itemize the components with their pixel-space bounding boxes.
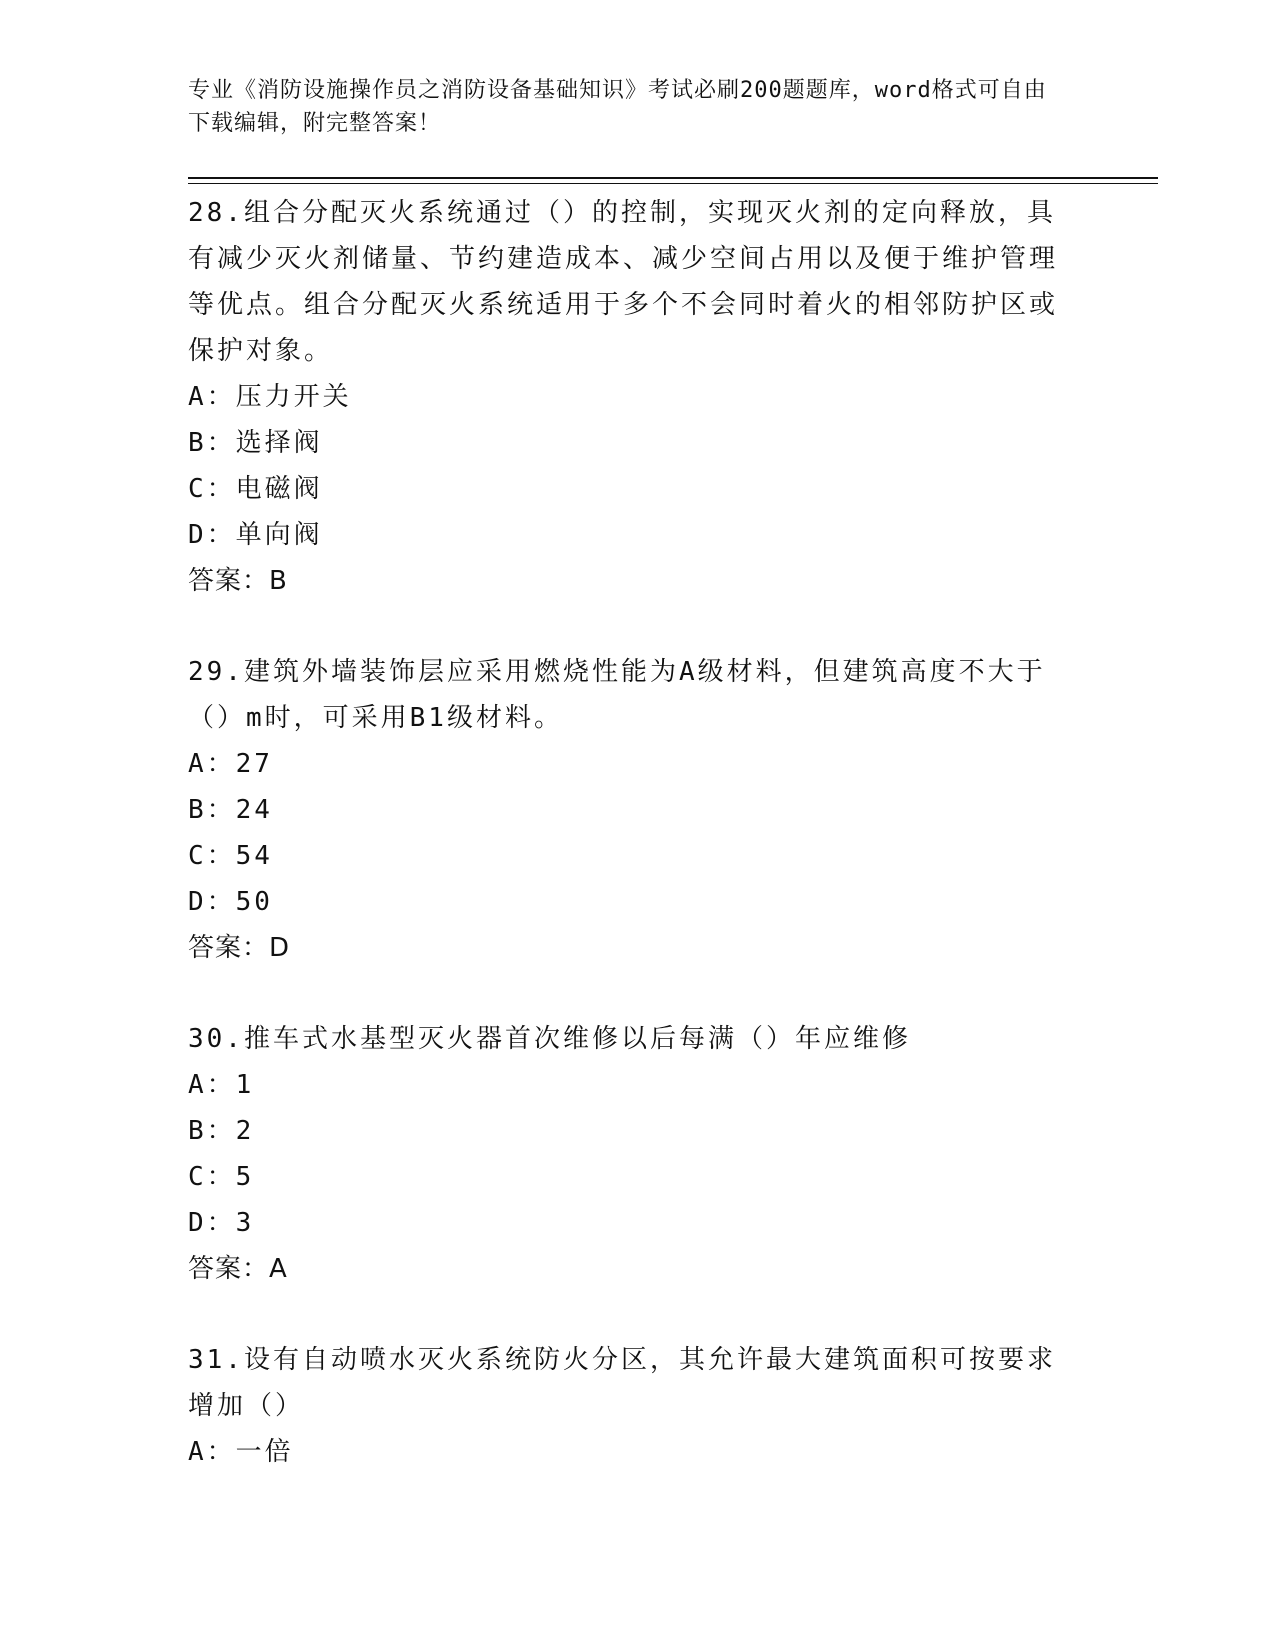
- option-c: C：5: [188, 1162, 255, 1192]
- option-a: A：一倍: [188, 1437, 294, 1467]
- question-29: [188, 649, 1078, 971]
- option-d: D：3: [188, 1208, 255, 1238]
- question-stem: 29.建筑外墙装饰层应采用燃烧性能为A级材料，但建筑高度不大于（）m时，可采用B1级材料。: [188, 657, 1046, 733]
- question-stem: 30.推车式水基型灭火器首次维修以后每满（）年应维修: [188, 1024, 911, 1054]
- option-b: B：24: [188, 795, 273, 825]
- header-divider: [188, 177, 1158, 179]
- document-header: 专业《消防设施操作员之消防设备基础知识》考试必刷200题题库，word格式可自由下载编辑，附完整答案！: [188, 78, 1047, 136]
- answer-line: 答案：A: [188, 1254, 288, 1284]
- option-a: A：压力开关: [188, 382, 352, 412]
- option-b: B：选择阀: [188, 428, 323, 458]
- question-stem: 31.设有自动喷水灭火系统防火分区，其允许最大建筑面积可按要求增加（）: [188, 1345, 1056, 1421]
- option-c: C：电磁阀: [188, 474, 323, 504]
- question-28: [188, 190, 1078, 604]
- option-d: D：单向阀: [188, 520, 323, 550]
- question-30: [188, 1016, 1078, 1292]
- header-divider-thin: [188, 183, 1158, 184]
- answer-line: 答案：D: [188, 933, 291, 963]
- question-31: [188, 1337, 1078, 1475]
- option-c: C：54: [188, 841, 273, 871]
- option-d: D：50: [188, 887, 273, 917]
- question-stem: 28.组合分配灭火系统通过（）的控制，实现灭火剂的定向释放，具有减少灭火剂储量、节约建造成本、减少空间占用以及便于维护管理等优点。组合分配灭火系统适用于多个不会同时着火的相邻防护区或保护对象。: [188, 198, 1059, 366]
- answer-line: 答案：B: [188, 566, 288, 596]
- option-b: B：2: [188, 1116, 255, 1146]
- option-a: A：27: [188, 749, 273, 779]
- question-list: [188, 190, 1078, 1520]
- option-a: A：1: [188, 1070, 255, 1100]
